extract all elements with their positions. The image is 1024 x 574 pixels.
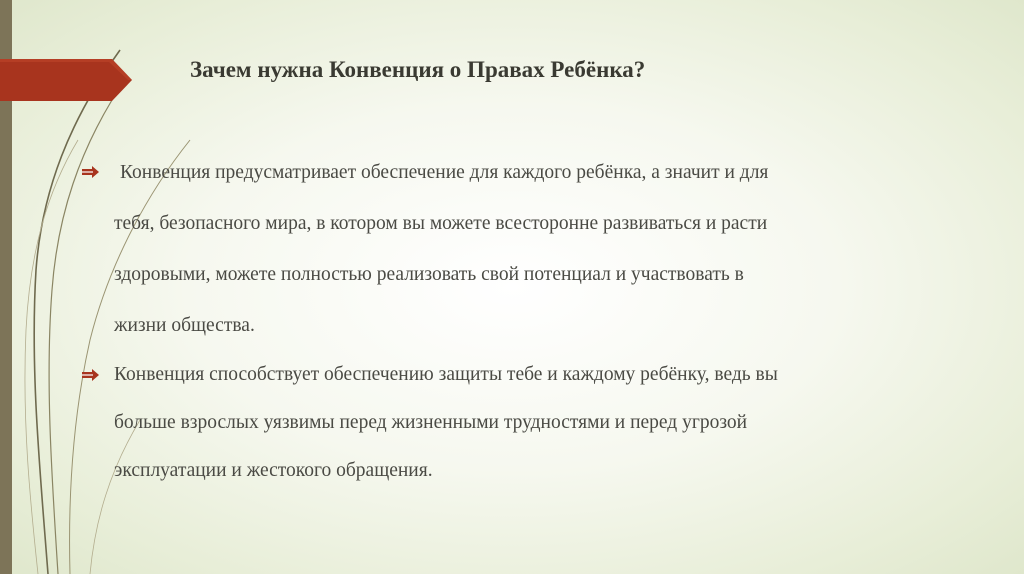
bullet-text-line: Конвенция предусматривает обеспечение для каждого ребёнка, а значит и для — [120, 162, 769, 183]
bullet-text-line: больше взрослых уязвимы перед жизненными трудностями и перед угрозой — [114, 412, 748, 433]
slide-title: Зачем нужна Конвенция о Правах Ребёнка? — [190, 57, 646, 82]
arrow-bullet-icon — [82, 369, 99, 381]
bullet-item — [82, 351, 1002, 495]
bullet-text-line: тебя, безопасного мира, в котором вы можете всесторонне развиваться и расти — [114, 213, 768, 234]
bullet-list — [82, 147, 1002, 495]
bullet-text-line: Конвенция способствует обеспечению защиты тебе и каждому ребёнку, ведь вы — [114, 364, 778, 385]
arrow-bullet-icon — [82, 166, 99, 178]
bullet-item — [82, 147, 1002, 351]
title-accent-tab — [0, 59, 135, 101]
bullet-text-line: здоровыми, можете полностью реализовать свой потенциал и участвовать в — [114, 264, 744, 285]
bullet-text-line: жизни общества. — [114, 315, 255, 336]
bullet-text-line: эксплуатации и жестокого обращения. — [114, 460, 433, 481]
